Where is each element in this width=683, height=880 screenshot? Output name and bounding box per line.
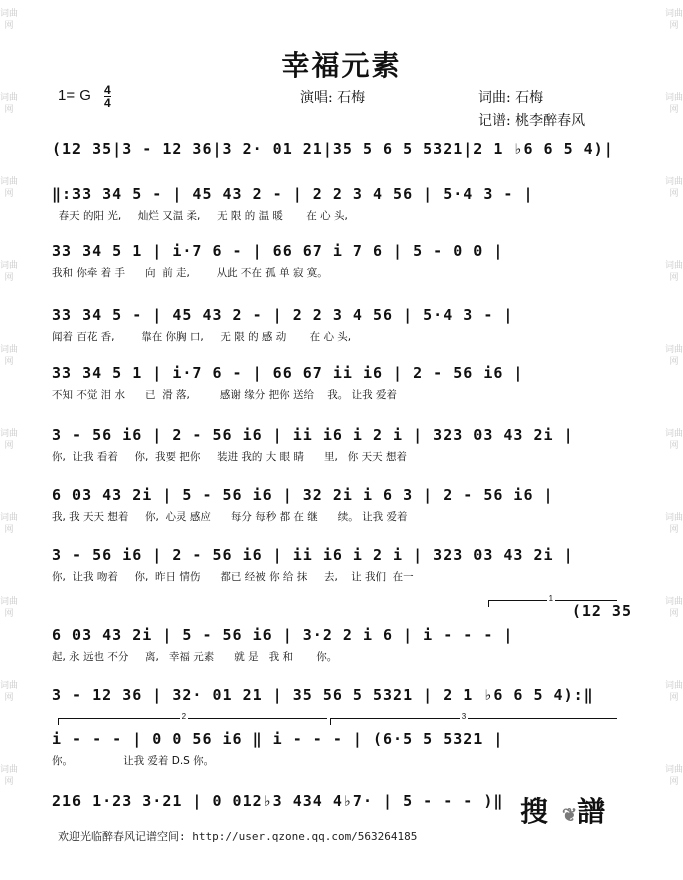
notation-line: 6 03 43 2i | 5 - 56 i6 | 3·2 2 i 6 | i - - - | — [52, 626, 514, 644]
lyrics-line: 我和 你牵 着 手 向 前 走, 从此 不在 孤 单 寂 寞。 — [52, 267, 328, 279]
volta-label: 1 — [548, 594, 554, 603]
logo-leaf-icon: ❦ — [562, 805, 578, 826]
score-line-11 — [52, 728, 632, 768]
singer-credit: 演唱: 石梅 — [300, 90, 366, 106]
notation-line: (12 35|3 - 12 36|3 2· 01 21|35 5 6 5 5321|2 1 ♭6 6 5 4)| — [52, 140, 614, 158]
notation-line: 3 - 12 36 | 32· 01 21 | 35 56 5 5321 | 2 1 ♭6 6 5 4):‖ — [52, 686, 594, 704]
volta-bracket-3 — [330, 712, 617, 725]
notation-line: 33 34 5 1 | i·7 6 - | 66 67 ii i6 | 2 - 56 i6 | — [52, 364, 524, 382]
sopu-logo: 搜❦譜 — [520, 795, 620, 828]
lyrics-line: 春天 的阳 光, 灿烂 又温 柔, 无 限 的 温 暖 在 心 头, — [52, 210, 348, 222]
score-line-2 — [52, 183, 632, 223]
notation-line: 3 - 56 i6 | 2 - 56 i6 | ii i6 i 2 i | 323 03 43 2i | — [52, 546, 574, 564]
score-line-10 — [52, 684, 632, 706]
lyrics-line: 起, 永 远也 不分 离, 幸福 元素 就 是 我 和 你。 — [52, 651, 338, 663]
lyrics-line: 你, 让我 吻着 你, 昨日 情伤 都已 经被 你 给 抹 去, 让 我们 在一 — [52, 571, 414, 583]
notation-line: ‖:33 34 5 - | 45 43 2 - | 2 2 3 4 56 | 5·4 3 - | — [52, 185, 534, 203]
time-signature-bottom: 4 — [104, 96, 111, 110]
notation-line: 6 03 43 2i | 5 - 56 i6 | 32 2i i 6 3 | 2 - 56 i6 | — [52, 486, 554, 504]
time-signature-top: 4 — [104, 83, 111, 97]
lyrics-line: 你, 让我 看着 你, 我要 把你 装进 我的 大 眼 睛 里, 你 天天 想着 — [52, 451, 407, 463]
right-watermark-strip: 词曲网 词曲网 词曲网 词曲网 词曲网 词曲网 词曲网 词曲网 词曲网 词曲网 — [665, 9, 683, 787]
composer-credit: 词曲: 石梅 — [478, 90, 544, 106]
score-line-8 — [52, 544, 632, 584]
notation-line: 3 - 56 i6 | 2 - 56 i6 | ii i6 i 2 i | 323 03 43 2i | — [52, 426, 574, 444]
score-line-9-pickup — [52, 600, 632, 622]
notation-line: 33 34 5 1 | i·7 6 - | 66 67 i 7 6 | 5 - 0 0 | — [52, 242, 504, 260]
lyrics-line: 我, 我 天天 想着 你, 心灵 感应 每分 每秒 都 在 继 续。 让我 爱着 — [52, 511, 408, 523]
notation-line: i - - - | 0 0 56 i6 ‖ i - - - | (6·5 5 5321 | — [52, 730, 504, 748]
lyrics-line: 闻着 百花 香, 靠在 你胸 口, 无 限 的 感 动 在 心 头, — [52, 331, 352, 343]
score-line-3 — [52, 240, 632, 280]
score-line-7 — [52, 484, 632, 524]
key-signature: 1= G — [58, 87, 91, 104]
song-title: 幸福元素 — [281, 49, 402, 82]
score-line-5 — [52, 362, 632, 402]
volta-label: 3 — [461, 712, 467, 721]
volta-bracket-2 — [58, 712, 327, 725]
volta-label: 2 — [181, 712, 187, 721]
notation-line: 33 34 5 - | 45 43 2 - | 2 2 3 4 56 | 5·4 3 - | — [52, 306, 514, 324]
time-signature — [104, 84, 111, 109]
score-line-12 — [52, 790, 502, 812]
lyrics-line: 不知 不觉 泪 水 已 滑 落, 感谢 缘分 把你 送给 我。 让我 爱着 — [52, 389, 397, 401]
notation-pickup: (12 35 — [571, 602, 632, 620]
transcriber-credit: 记谱: 桃李醉春风 — [478, 113, 586, 129]
score-line-intro — [52, 138, 632, 160]
lyrics-line: 你。 让我 爱着 D.S 你。 — [52, 755, 215, 767]
score-line-4 — [52, 304, 632, 344]
score-line-6 — [52, 424, 632, 464]
left-watermark-strip: 词曲网 词曲网 词曲网 词曲网 词曲网 词曲网 词曲网 词曲网 词曲网 词曲网 — [0, 9, 18, 787]
notation-line: 216 1·23 3·21 | 0 012♭3 434 4♭7· | 5 - - - )‖ — [52, 792, 504, 810]
score-line-9 — [52, 624, 632, 664]
footer-url-credit: 欢迎光临醉春风记谱空间: http://user.qzone.qq.com/563264185 — [58, 830, 418, 843]
